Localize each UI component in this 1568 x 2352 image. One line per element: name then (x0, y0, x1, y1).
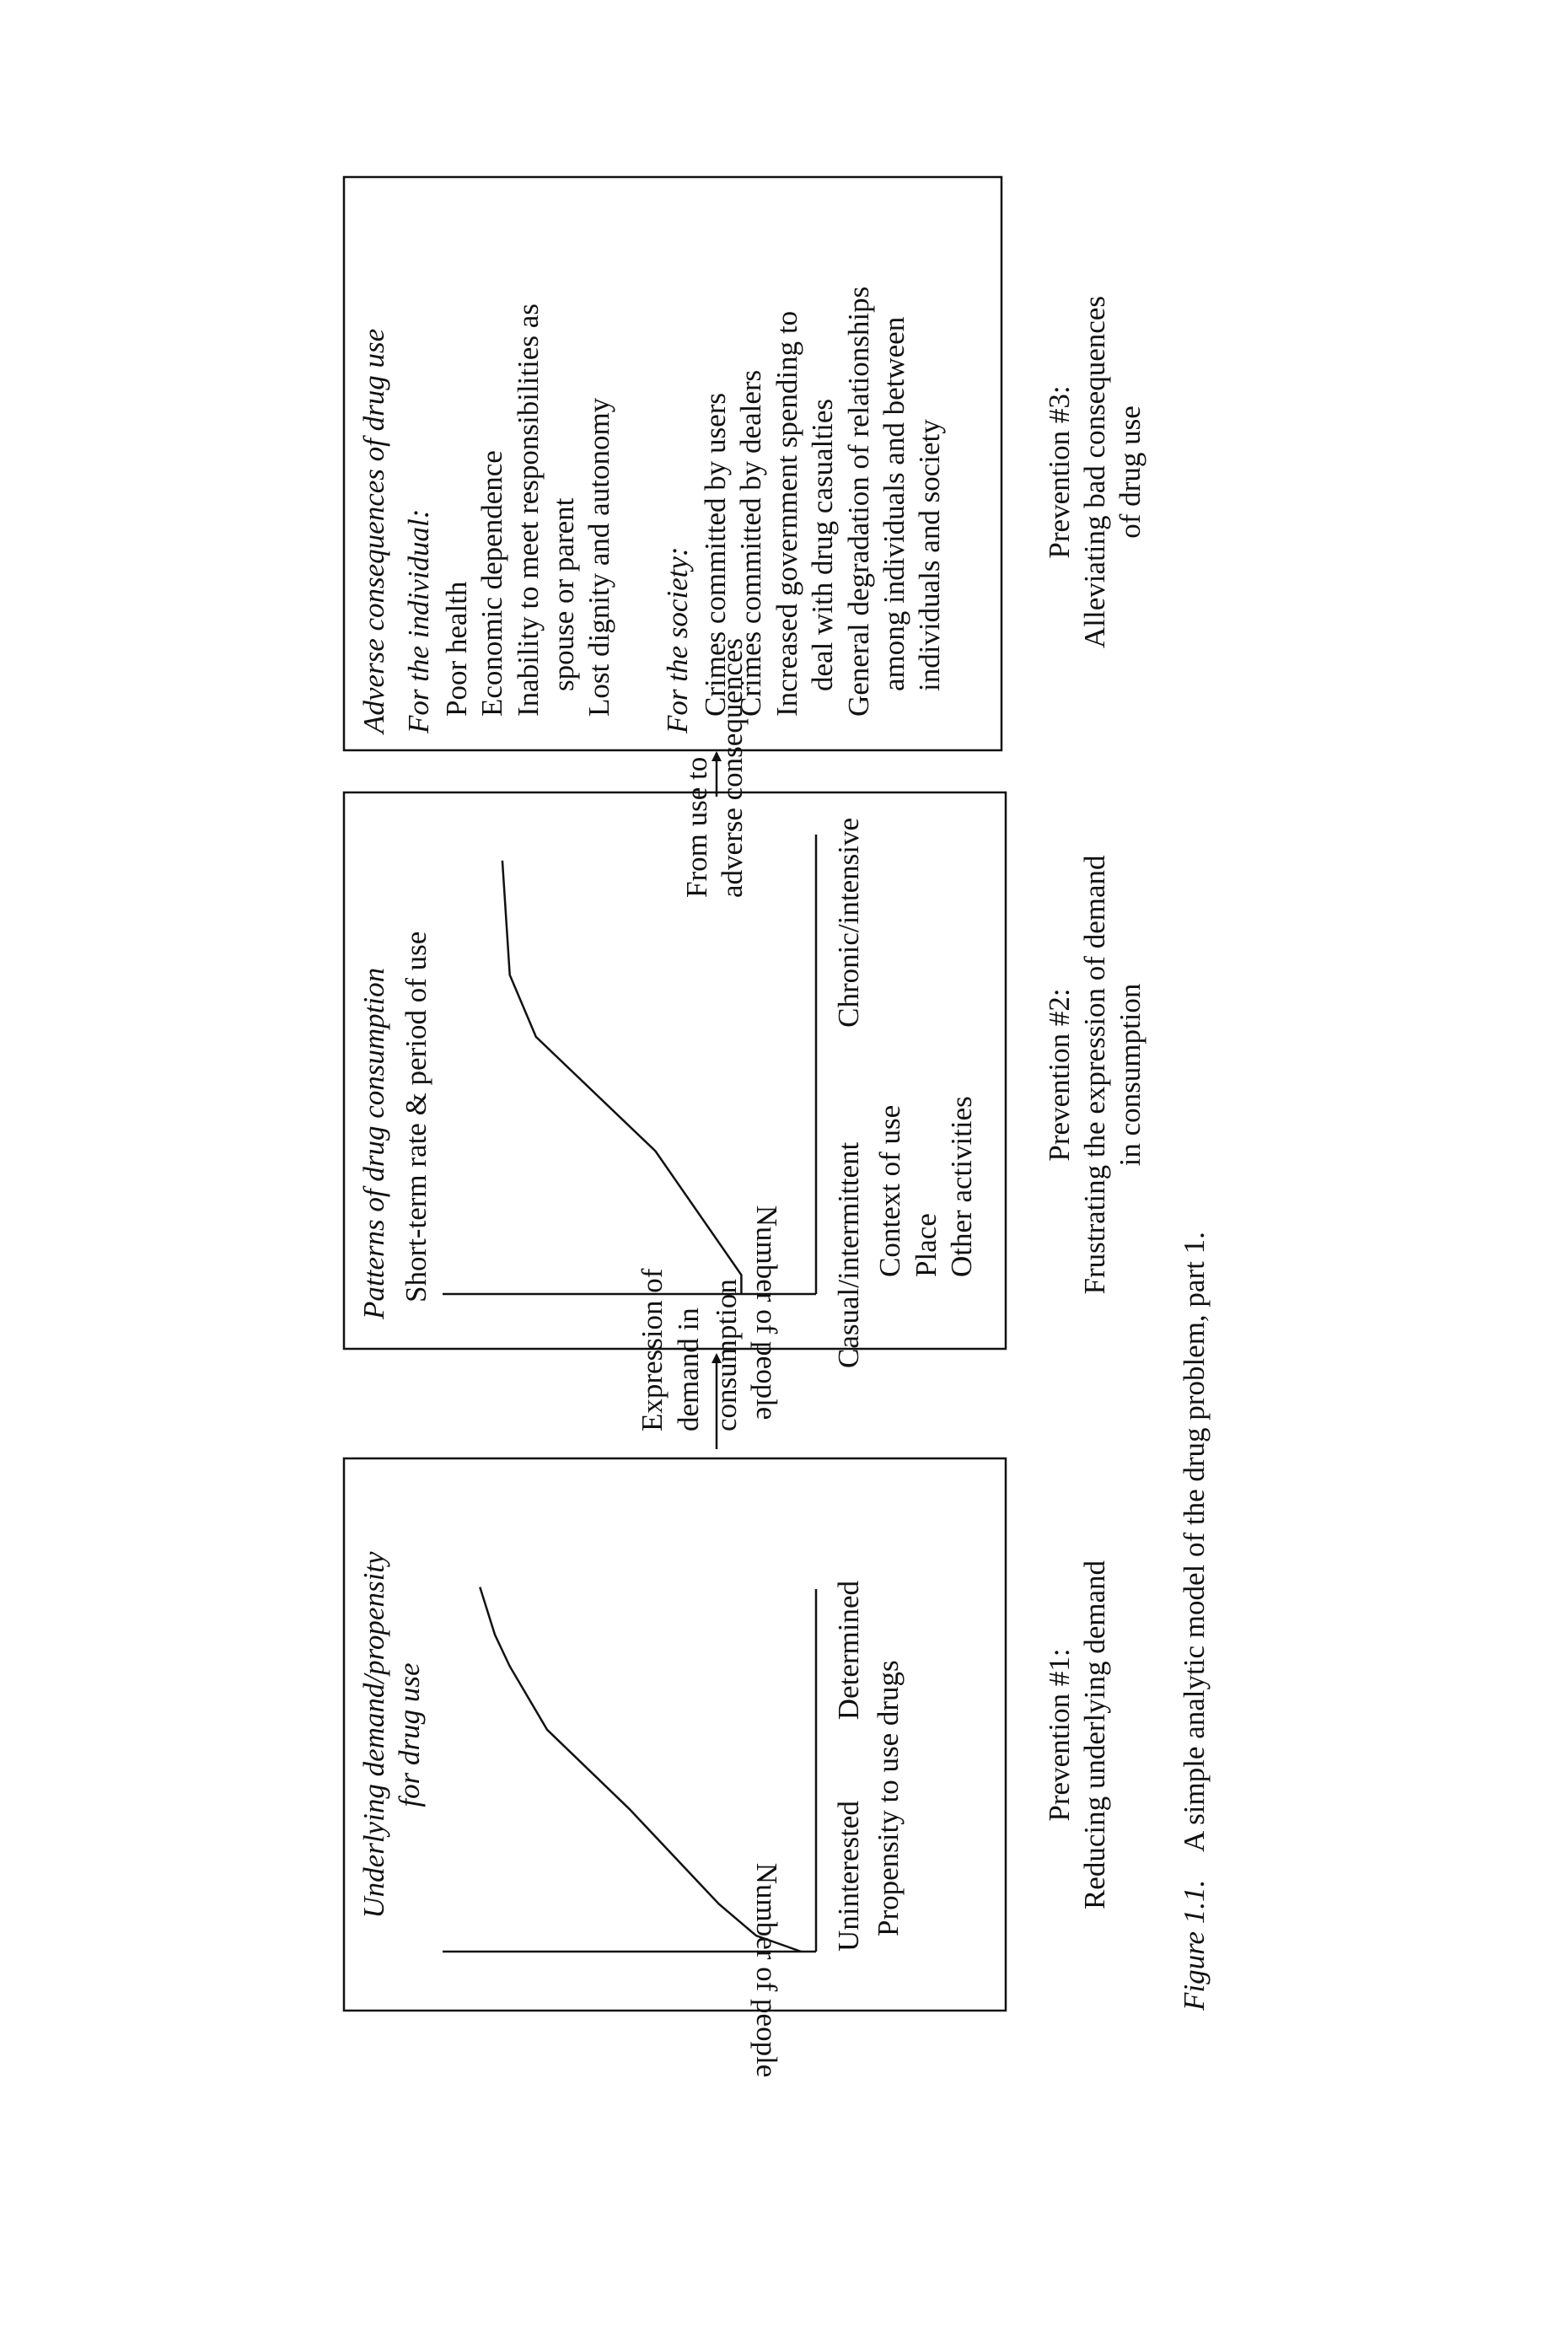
panel3-individual-item: spouse or parent (547, 497, 580, 691)
panel2-context-item: Other activities (945, 1096, 978, 1277)
arrow1-line1: Expression of (636, 1268, 669, 1431)
prevention-2-heading: Prevention #2: (1043, 988, 1076, 1162)
panel2-x-tick-right: Chronic/intensive (832, 818, 865, 1028)
panel1-x-tick-right: Determined (832, 1581, 865, 1721)
panel2-context-title: Context of use (873, 1104, 906, 1277)
figure-caption (1178, 1232, 1211, 2011)
panel3-society-item: individuals and society (913, 419, 946, 691)
panel2-title: Patterns of drug consumption (357, 967, 390, 1319)
panel3-society-item: deal with drug casualties (806, 399, 839, 691)
panel2-box (344, 792, 1006, 1349)
panel1-box (344, 1458, 1006, 2011)
panel3-individual-item: Inability to meet responsibilities as (512, 303, 545, 717)
panel3-society-item: General degradation of relationships (842, 286, 875, 717)
panel3-society-item: Crimes committed by dealers (734, 369, 767, 717)
caption-label: Figure 1.1. (1178, 1879, 1211, 2011)
arrow1 (636, 1268, 743, 1449)
panel2-y-axis-label: Number of people (750, 1205, 783, 1420)
panel3-society-item: among individuals and between (878, 316, 910, 691)
arrow2-line1: From use to (680, 756, 713, 898)
panel3-individual-item: Economic dependence (475, 450, 508, 717)
prevention-2-text: Frustrating the expression of demand (1078, 855, 1111, 1295)
prevention-1-text: Reducing underlying demand (1078, 1560, 1111, 1910)
panel3-society-heading: For the society: (661, 546, 694, 733)
caption-text: A simple analytic model of the drug problem, part 1. (1178, 1232, 1211, 1852)
panel2-consumption-curve (502, 861, 742, 1294)
panel1-title-line2: for drug use (393, 1662, 426, 1807)
arrow1-line3: consumption (710, 1279, 743, 1431)
panel3-individual-item: Lost dignity and autonomy (583, 397, 615, 717)
panel1-title-line1: Underlying demand/propensity (357, 1551, 390, 1919)
arrow2-line2: adverse consequences (716, 637, 749, 898)
prevention-1 (1043, 1560, 1111, 1909)
panel3-title: Adverse consequences of drug use (357, 328, 390, 733)
panel1-x-tick-left: Uninterested (832, 1801, 865, 1952)
prevention-3-heading: Prevention #3: (1043, 385, 1076, 559)
rotated-figure (344, 177, 1211, 2077)
panel3-individual-heading: For the individual: (402, 508, 435, 733)
panel2-context-item: Place (910, 1213, 942, 1277)
prevention-1-heading: Prevention #1: (1043, 1648, 1076, 1822)
arrow1-line2: demand in (672, 1308, 705, 1431)
panel1-x-axis-title: Propensity to use drugs (872, 1660, 905, 1936)
panel3-society-item: Crimes committed by users (699, 393, 732, 717)
panel2-x-tick-left: Casual/intermittent (832, 1141, 865, 1368)
prevention-3-text: of drug use (1114, 405, 1146, 539)
panel1-y-axis-label: Number of people (750, 1862, 783, 2078)
prevention-2 (1043, 855, 1146, 1295)
panel1-chart (443, 1581, 905, 2078)
prevention-3 (1043, 296, 1146, 648)
prevention-2-text: in consumption (1114, 983, 1146, 1167)
panel2-subtitle: Short-term rate & period of use (400, 931, 432, 1302)
prevention-3-text: Alleviating bad consequences (1078, 296, 1111, 648)
panel3-individual-item: Poor health (440, 581, 473, 717)
panel3-society-item: Increased government spending to (771, 310, 803, 717)
